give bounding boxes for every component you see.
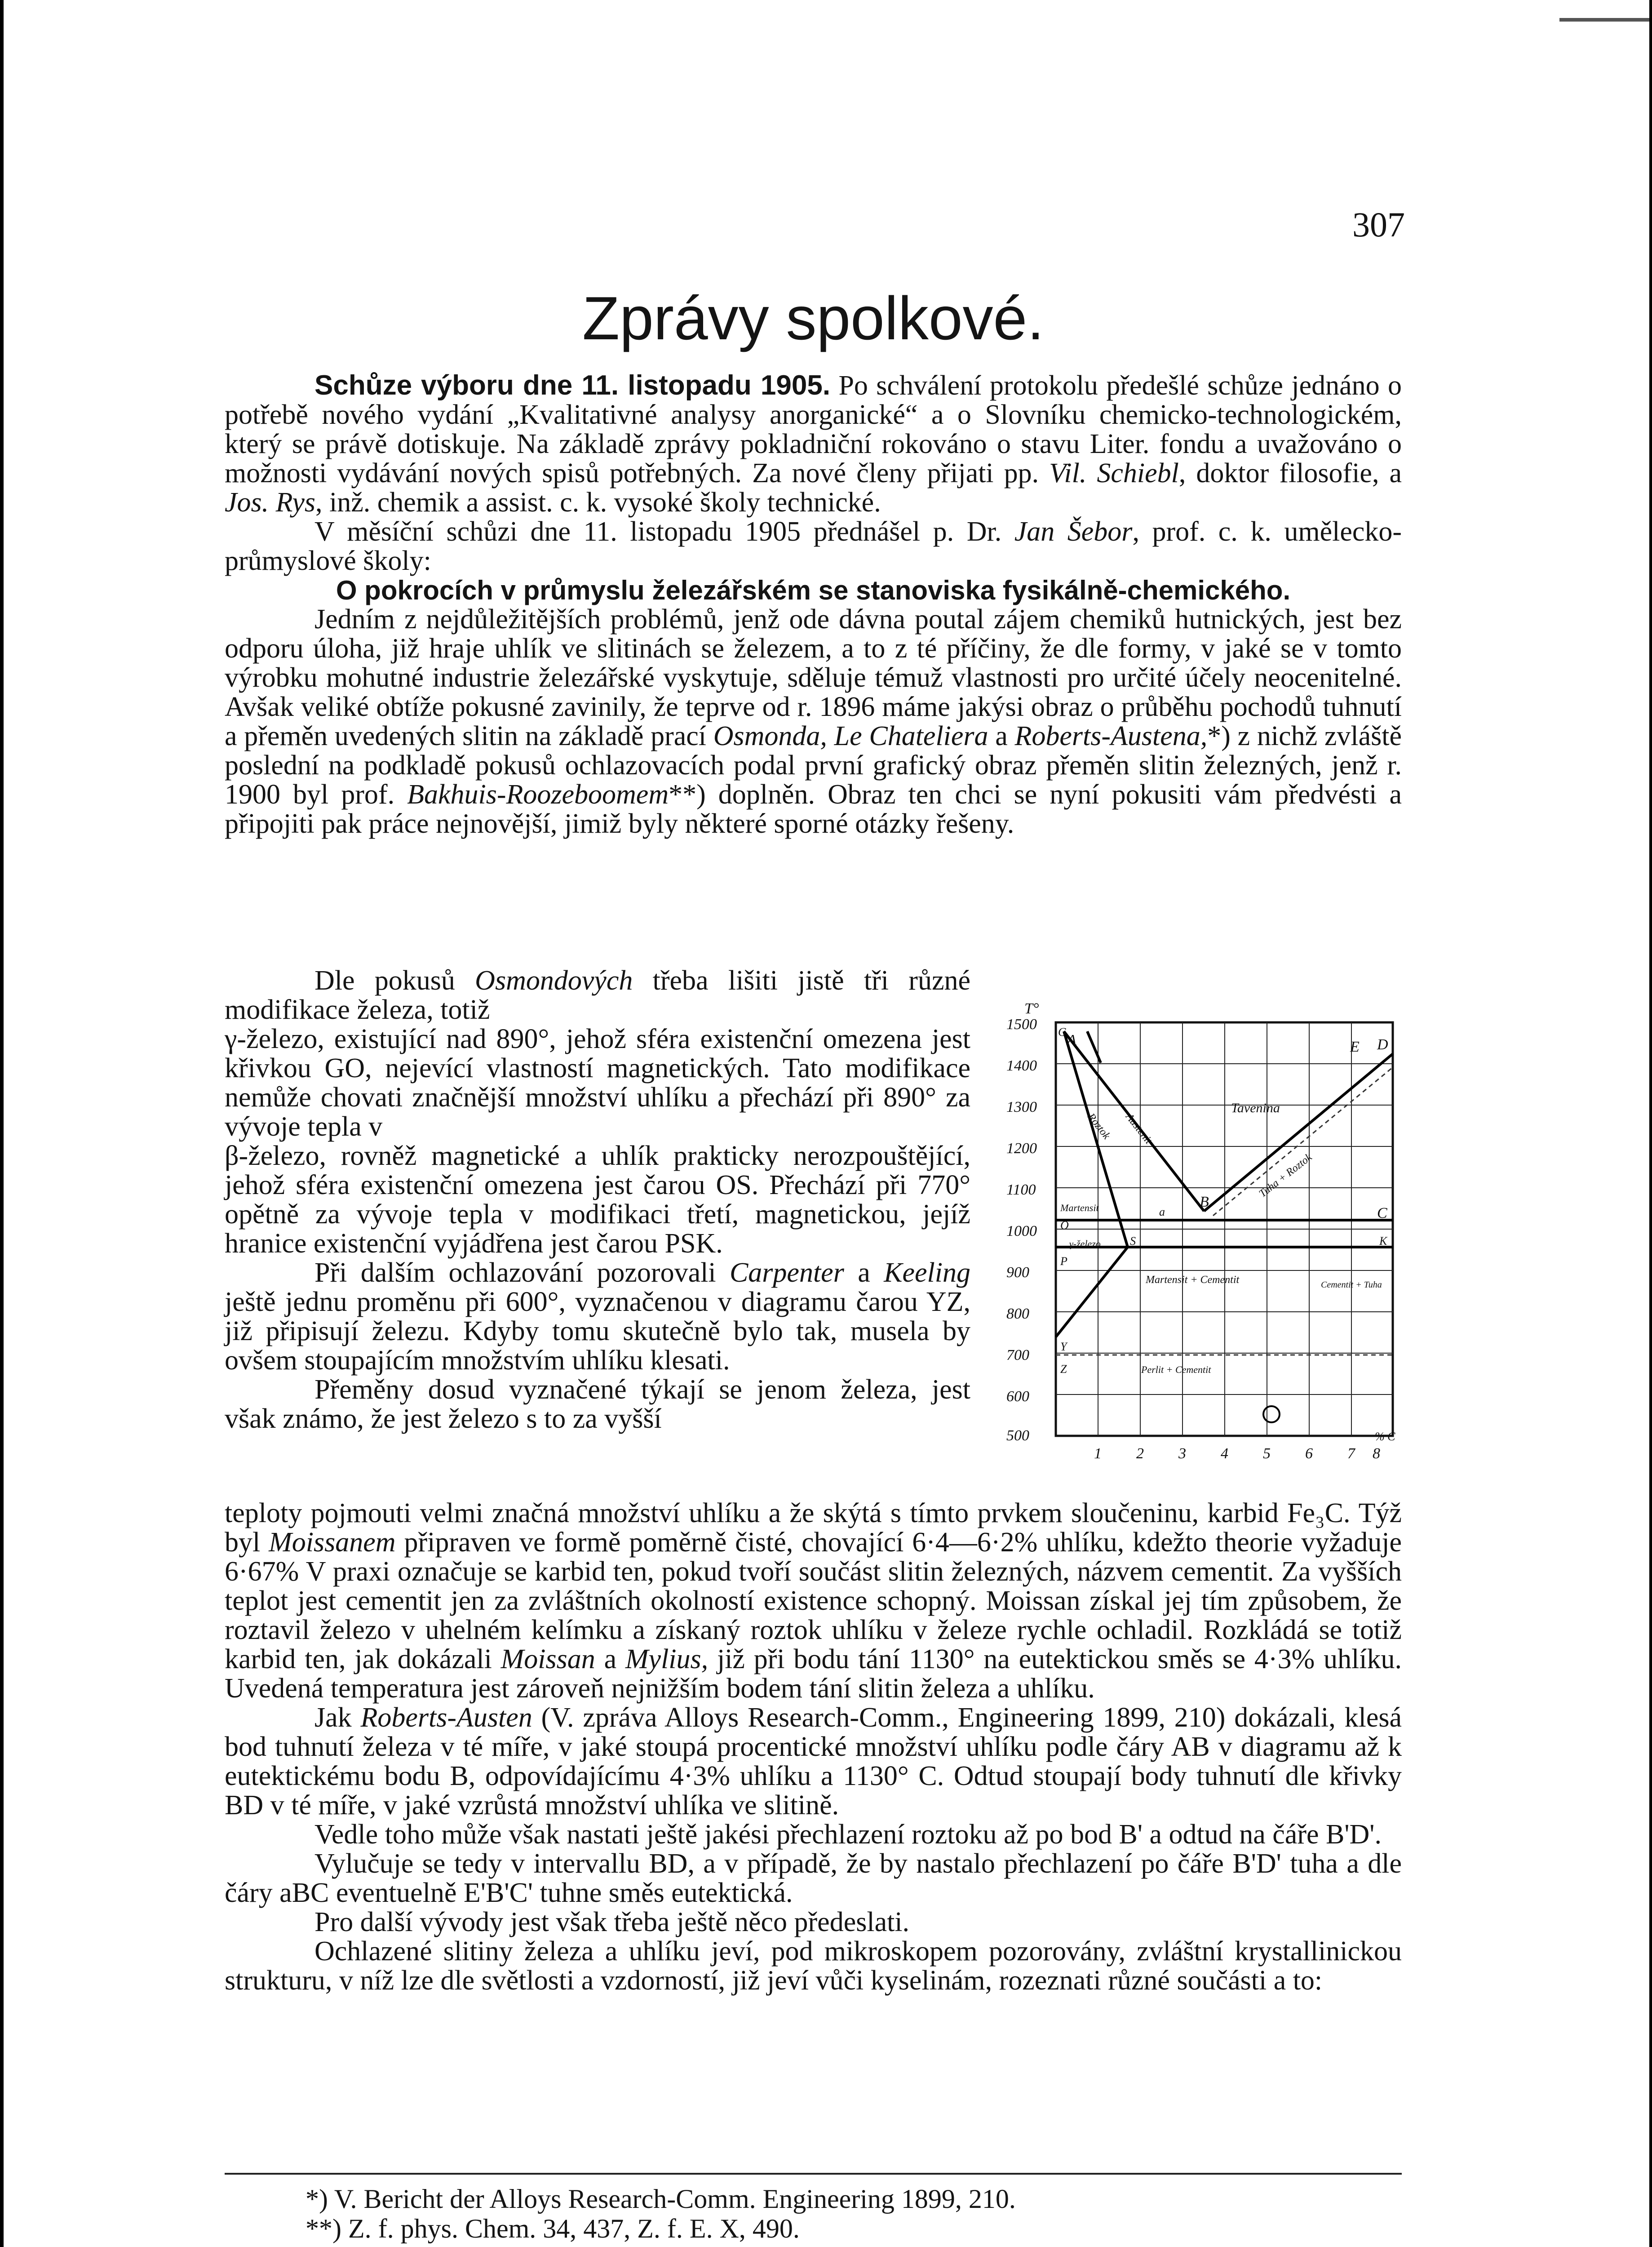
x-tick: 7 <box>1347 1445 1355 1462</box>
continuation-section <box>225 1499 1402 1995</box>
point-label: Z <box>1060 1363 1067 1376</box>
y-tick: 700 <box>1006 1347 1029 1363</box>
paragraph-interval: Vylučuje se tedy v intervallu BD, a v případě, že by nastalo přechlazení po čáře B'D' tuha a dle čáry aBC eventuelně E'B'C' tuhne směs eutektická. <box>225 1848 1402 1908</box>
paragraph-gamma: γ-železo, existující nad 890°, jehož sféra existenční omezena jest křivkou GO, nejevící vlastností magnetických. Tato modifikace nemůže chovati značnější množství uhlíku a přechází při 890° za vývoje tepla v <box>225 1024 970 1142</box>
region-label: Tuha + Roztok <box>1257 1151 1315 1200</box>
point-label: a <box>1159 1205 1165 1218</box>
page-number: 307 <box>1352 205 1405 244</box>
footnote-2: **) Z. f. phys. Chem. 34, 437, Z. f. E. X, 490. <box>306 2214 800 2243</box>
point-label: S <box>1130 1235 1136 1248</box>
scan-border-left <box>0 0 4 2247</box>
paragraph-supercooling: Vedle toho může však nastati ještě jakési přechlazení roztoku až po bod B' a odtud na čáře B'D'. <box>314 1819 1382 1850</box>
paragraph-meeting: Schůze výboru dne 11. listopadu 1905. Po schválení protokolu předešlé schůze jednáno o potřebě nového vydání „Kvalitativné analysy anorganické“ a o Slovníku chemicko-technologickém, který se právě dotiskuje. Na základě zprávy pokladniční rokováno o stavu Liter. fondu a uvažováno o možnosti vydávání nových spisů potřebných. Za nové členy přijati pp. Vil. Schiebl, doktor filosofie, a Jos. Rys, inž. chemik a assist. c. k. vysoké školy technické. <box>225 370 1402 518</box>
paragraph-lecture: V měsíční schůzi dne 11. listopadu 1905 přednášel p. Dr. Jan Šebor, prof. c. k. umělecko-průmyslové školy: <box>225 516 1402 576</box>
point-label: G <box>1058 1026 1067 1039</box>
footnotes <box>306 2184 1384 2243</box>
region-label: Cementit + Tuha <box>1321 1280 1382 1290</box>
line-GOS <box>1056 1031 1128 1337</box>
region-label: Martensit <box>1060 1202 1099 1213</box>
y-axis-unit: T° <box>1024 1000 1039 1017</box>
footnote-1: *) V. Bericht der Alloys Research-Comm. Engineering 1899, 210. <box>306 2184 1016 2214</box>
y-tick: 900 <box>1006 1264 1029 1281</box>
y-tick: 1100 <box>1006 1181 1036 1198</box>
x-tick: 1 <box>1094 1445 1102 1462</box>
point-label: C <box>1377 1205 1387 1221</box>
region-label: Austenit <box>1123 1111 1155 1146</box>
region-label: Martensit + Cementit <box>1146 1274 1240 1286</box>
paragraph-carbide: teploty pojmouti velmi značná množství uhlíku a že skýtá s tímto prvkem sloučeninu, karbid Fe₃C. Týž byl Moissanem připraven ve formě poměrně čisté, chovající 6·4—6·2% uhlíku, kdežto theorie vyžaduje 6·67% V praxi označuje se karbid ten, pokud tvoří součást slitin železných, názvem cementit. Za vyšších teplot jest cementit jen za zvláštních okolností existence schopný. Moissan získal jej tím způsobem, že roztavil železo v uhelném kelímku a získaný roztok uhlíku v železe rychle ochladil. Rozkládá se totiž karbid ten, jak dokázali Moissan a Mylius, již při bodu tání 1130° na eutektickou směs se 4·3% uhlíku. Uvedená temperatura jest zároveň nejnižším bodem tání slitin železa a uhlíku. <box>225 1498 1402 1704</box>
paragraph-modifications: Dle pokusů Osmondových třeba lišiti jistě tři různé modifikace železa, totiž <box>225 965 970 1025</box>
y-tick: 800 <box>1006 1306 1029 1322</box>
y-tick: 1500 <box>1006 1016 1037 1033</box>
iron-carbon-diagram <box>997 995 1402 1467</box>
point-label: P <box>1060 1255 1067 1268</box>
point-label: Y <box>1060 1340 1067 1353</box>
diagram-marker <box>1263 1406 1280 1422</box>
scan-border-right <box>1649 0 1652 2247</box>
point-label: O <box>1060 1219 1069 1232</box>
y-tick: 1300 <box>1006 1099 1037 1115</box>
x-unit: % C <box>1375 1430 1395 1443</box>
column-text <box>225 966 970 1434</box>
region-label: Perlit + Cementit <box>1141 1364 1211 1375</box>
paragraph-changes: Přeměny dosud vyznačené týkají se jenom železa, jest však známo, že jest železo s to za vyšší <box>225 1374 970 1434</box>
scan-corner-mark <box>1559 18 1649 22</box>
x-tick: 8 <box>1373 1445 1380 1462</box>
diagram-svg <box>997 995 1402 1467</box>
paragraph-carpenter: Při dalším ochlazování pozorovali Carpenter a Keeling ještě jednu proměnu při 600°, vyznačenou v diagramu čarou YZ, již připisují železu. Kdyby tomu skutečně bylo tak, musela by ovšem stoupajícím množstvím uhlíku klesati. <box>225 1257 970 1376</box>
point-label: B <box>1200 1194 1209 1210</box>
x-tick: 4 <box>1221 1445 1228 1462</box>
paragraph-roberts-austen: Jak Roberts-Austen (V. zpráva Alloys Research-Comm., Engineering 1899, 210) dokázali, klesá bod tuhnutí železa v té míře, v jaké stoupá procentické množství uhlíku podle čáry AB v diagramu až k eutektickému bodu B, odpovídajícímu 4·3% uhlíku a 1130° C. Odtud stoupají body tuhnutí dle křivky BD v té míře, v jaké vzrůstá množství uhlíka ve slitině. <box>225 1702 1402 1821</box>
region-label: γ-železo <box>1069 1238 1101 1249</box>
y-tick: 1000 <box>1006 1223 1037 1239</box>
intro-section <box>225 371 1402 839</box>
point-label: A <box>1067 1032 1076 1048</box>
paragraph-microscope: Ochlazené slitiny železa a uhlíku jeví, pod mikroskopem pozorovány, zvláštní krystallinickou strukturu, v níž lze dle světlosti a vzdorností, již jeví vůči kyselinám, rozeznati různé součásti a to: <box>225 1936 1402 1996</box>
x-tick: 2 <box>1136 1445 1144 1462</box>
y-tick: 1400 <box>1006 1057 1037 1074</box>
lecture-title: O pokrocích v průmyslu železářském se stanoviska fysikálně-chemického. <box>336 575 1291 605</box>
region-label: Tavenina <box>1231 1101 1280 1115</box>
region-label: Roztok <box>1085 1111 1112 1142</box>
paragraph-beta: β-železo, rovněž magnetické a uhlík prakticky nerozpouštějící, jehož sféra existenční omezena jest čarou OS. Přechází při 770° opětně za vývoje tepla v modifikaci třetí, magnetickou, jejíž hranice existenční vyjádřena jest čarou PSK. <box>225 1141 970 1259</box>
x-tick: 6 <box>1305 1445 1313 1462</box>
paragraph-further: Pro další vývody jest však třeba ještě něco předeslati. <box>314 1907 910 1937</box>
point-label: E <box>1350 1039 1360 1055</box>
page-title: Zprávy spolkové. <box>582 284 1044 352</box>
paragraph-intro: Jedním z nejdůležitějších problémů, jenž ode dávna poutal zájem chemiků hutnických, jest bez odporu úloha, již hraje uhlík ve slitinách se železem, a to z té příčiny, že dle formy, v jaké se v tomto výrobku mohutné industrie železářské vyskytuje, sděluje témuž vlastnosti pro určité účely neocenitelné. Avšak veliké obtíže pokusné zavinily, že teprve od r. 1896 máme jakýsi obraz o průběhu pochodů tuhnutí a přeměn uvedených slitin na základě prací Osmonda, Le Chateliera a Roberts-Austena,*) z nichž zvláště poslední na podkladě pokusů ochlazovacích podal první grafický obraz přeměn slitin železných, jenž r. 1900 byl prof. Bakhuis-Roozeboomem**) doplněn. Obraz ten chci se nyní pokusiti vám předvésti a připojiti pak práce nejnovější, jimiž byly některé sporné otázky řešeny. <box>225 604 1402 839</box>
point-label: D <box>1377 1036 1388 1053</box>
y-tick: 500 <box>1006 1427 1029 1444</box>
meeting-label: Schůze výboru dne 11. listopadu 1905. <box>314 370 831 401</box>
y-tick: 600 <box>1006 1388 1029 1405</box>
x-tick: 5 <box>1263 1445 1271 1462</box>
footnote-rule <box>225 2173 1402 2175</box>
x-tick: 3 <box>1178 1445 1186 1462</box>
point-label: K <box>1379 1235 1387 1248</box>
y-tick: 1200 <box>1006 1140 1037 1157</box>
